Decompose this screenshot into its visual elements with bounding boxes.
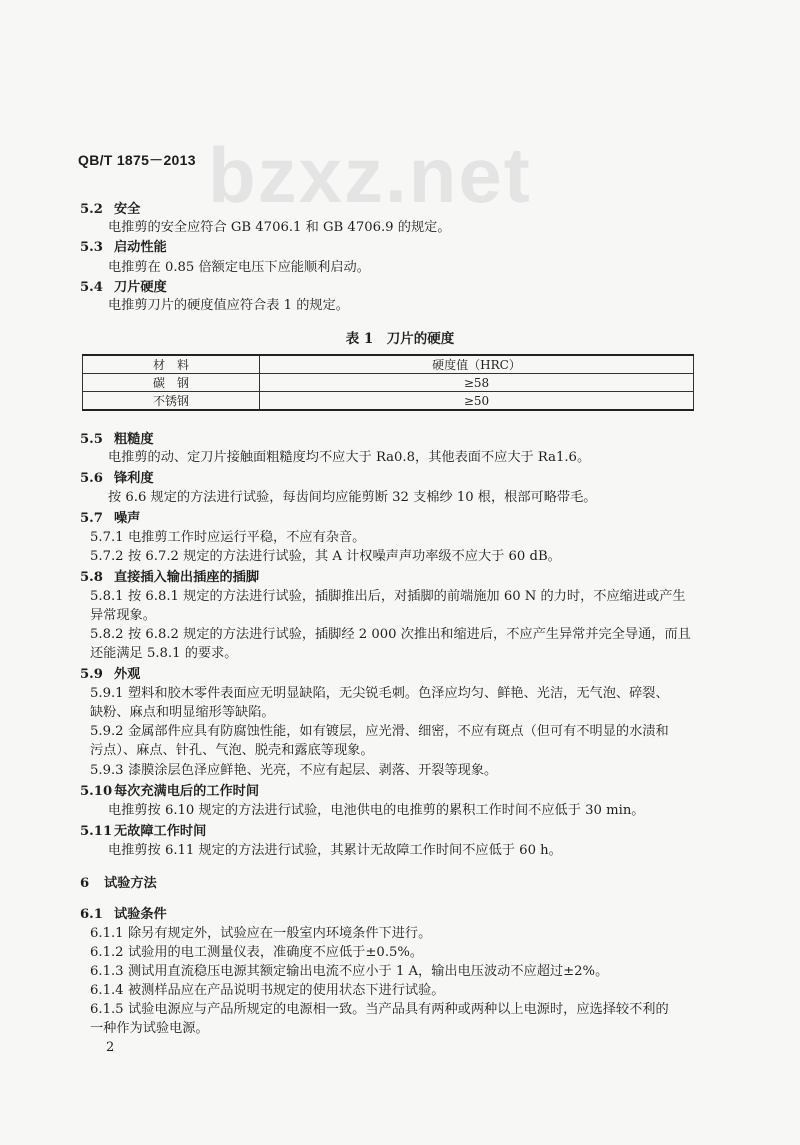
section-5-11-text: 电推剪按 6.11 规定的方法进行试验，其累计无故障工作时间不应低于 60 h。: [108, 843, 562, 858]
clause-5-9-2: 5.9.2 金属部件应具有防腐蚀性能，如有镀层，应光滑、细密，不应有斑点（但可有不明显的水渍和: [90, 724, 669, 739]
clause-5-7-1: 5.7.1 电推剪工作时应运行平稳，不应有杂音。: [90, 530, 366, 545]
clause-6-1-2: 6.1.2 试验用的电工测量仪表，准确度不应低于±0.5%。: [90, 945, 424, 960]
clause-5-8-2-cont: 还能满足 5.8.1 的要求。: [90, 646, 238, 661]
section-5-5-text: 电推剪的动、定刀片接触面粗糙度均不应大于 Ra0.8，其他表面不应大于 Ra1.6。: [108, 450, 591, 465]
section-6-1-heading: 6.1 试验条件: [80, 907, 167, 922]
clause-5-9-3: 5.9.3 漆膜涂层色泽应鲜艳、光亮，不应有起层、剥落、开裂等现象。: [90, 763, 498, 778]
clause-6-1-5-cont: 一种作为试验电源。: [90, 1021, 209, 1036]
clause-5-8-2: 5.8.2 按 6.8.2 规定的方法进行试验，插脚经 2 000 次推出和缩进后，不应产生异常并完全导通，而且: [90, 627, 691, 642]
standard-code: QB/T 1875－2013: [78, 152, 196, 168]
section-5-10-text: 电推剪按 6.10 规定的方法进行试验，电池供电的电推剪的累积工作时间不应低于 30 min。: [108, 803, 645, 818]
section-5-2-text: 电推剪的安全应符合 GB 4706.1 和 GB 4706.9 的规定。: [108, 220, 451, 235]
clause-6-1-5: 6.1.5 试验电源应与产品所规定的电源相一致。当产品具有两种或两种以上电源时，应选择较不利的: [90, 1002, 669, 1017]
watermark: bzxz.net: [208, 131, 532, 219]
hardness-table: [82, 354, 694, 411]
section-5-3-heading: 5.3 启动性能: [80, 240, 167, 255]
section-5-9-heading: 5.9 外观: [80, 667, 141, 682]
clause-6-1-1: 6.1.1 除另有规定外，试验应在一般室内环境条件下进行。: [90, 926, 432, 941]
section-5-7-heading: 5.7 噪声: [80, 511, 141, 526]
page-number: 2: [106, 1040, 115, 1055]
table-header-material: 材 料: [83, 355, 260, 374]
table-row: [83, 374, 694, 392]
clause-5-9-1-cont: 缺粉、麻点和明显缩形等缺陷。: [90, 705, 275, 720]
section-5-2-heading: 5.2 安全: [80, 202, 141, 217]
table-header-hardness: 硬度值（HRC）: [260, 355, 694, 374]
clause-6-1-3: 6.1.3 测试用直流稳压电源其额定输出电流不应小于 1 A，输出电压波动不应超过±2%。: [90, 964, 609, 979]
section-5-3-text: 电推剪在 0.85 倍额定电压下应能顺利启动。: [108, 260, 370, 275]
chapter-6-heading: 6 试验方法: [80, 876, 157, 891]
table-row: [83, 392, 694, 411]
table-cell-material: 不锈钢: [83, 392, 260, 411]
section-5-6-text: 按 6.6 规定的方法进行试验，每齿间均应能剪断 32 支棉纱 10 根，根部可略带毛。: [108, 490, 597, 505]
section-5-6-heading: 5.6 锋利度: [80, 471, 154, 486]
section-5-10-heading: 5.10 每次充满电后的工作时间: [80, 784, 260, 799]
table-cell-hardness: ≥58: [260, 374, 694, 392]
table-header-row: [83, 355, 694, 374]
clause-5-9-2-cont: 污点）、麻点、针孔、气泡、脱壳和露底等现象。: [90, 743, 374, 758]
section-5-11-heading: 5.11 无故障工作时间: [80, 824, 207, 839]
section-5-8-heading: 5.8 直接插入输出插座的插脚: [80, 570, 260, 585]
table-cell-material: 碳 钢: [83, 374, 260, 392]
section-5-4-heading: 5.4 刀片硬度: [80, 280, 167, 295]
section-5-4-text: 电推剪刀片的硬度值应符合表 1 的规定。: [108, 298, 349, 313]
clause-5-7-2: 5.7.2 按 6.7.2 规定的方法进行试验，其 A 计权噪声声功率级不应大于 60 dB。: [90, 549, 561, 564]
clause-5-9-1: 5.9.1 塑料和胶木零件表面应无明显缺陷，无尖锐毛刺。色泽应均匀、鲜艳、光洁，无气泡、碎裂、: [90, 686, 669, 701]
clause-5-8-1: 5.8.1 按 6.8.1 规定的方法进行试验，插脚推出后，对插脚的前端施加 60 N 的力时，不应缩进或产生: [90, 589, 686, 604]
section-5-5-heading: 5.5 粗糙度: [80, 432, 154, 447]
table-cell-hardness: ≥50: [260, 392, 694, 411]
clause-6-1-4: 6.1.4 被测样品应在产品说明书规定的使用状态下进行试验。: [90, 983, 445, 998]
clause-5-8-1-cont: 异常现象。: [90, 608, 156, 623]
table-caption: 表 1 刀片的硬度: [345, 331, 455, 347]
